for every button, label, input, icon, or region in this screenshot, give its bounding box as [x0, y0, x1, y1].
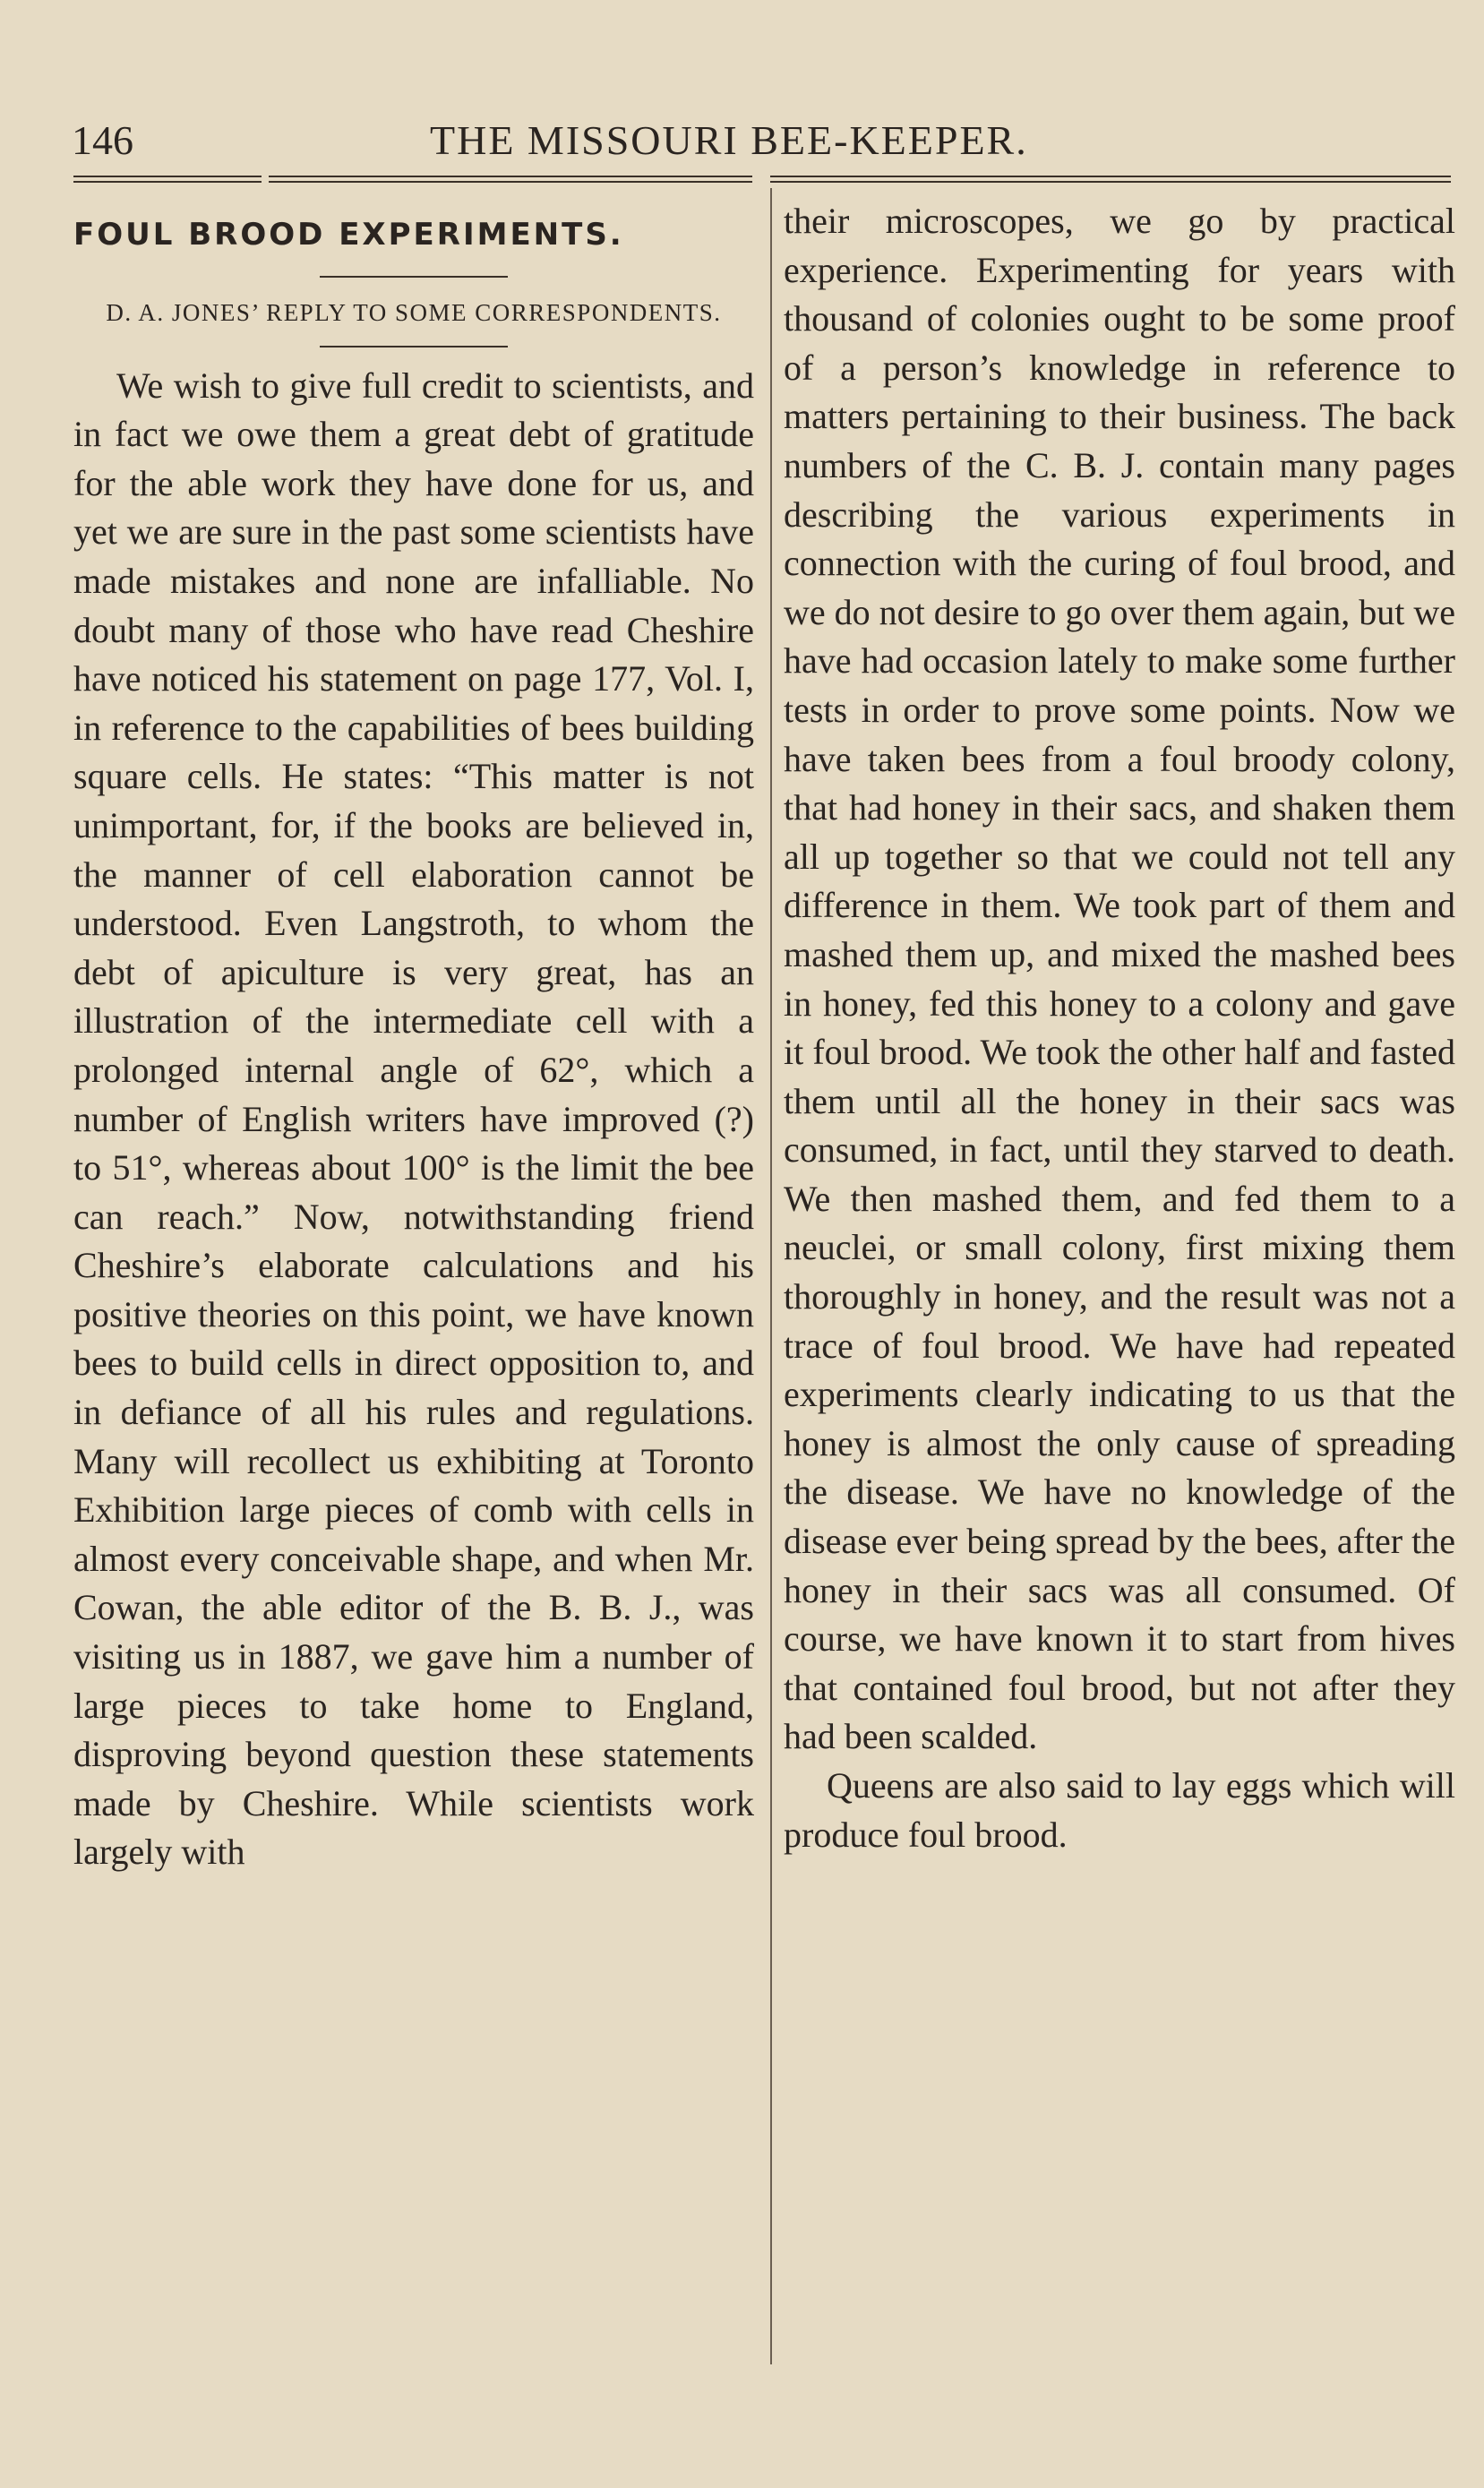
page-header [72, 116, 1451, 170]
running-title: THE MISSOURI BEE-KEEPER. [430, 117, 1028, 163]
article-subtitle: D. A. JONES’ REPLY TO SOME CORRESPONDENTS. [106, 298, 722, 326]
subtitle-rule [320, 346, 508, 347]
right-column [784, 197, 1455, 1859]
header-rule-center [269, 176, 752, 183]
left-column [73, 193, 754, 1877]
title-rule [320, 276, 508, 278]
article-title: FOUL BROOD EXPERIMENTS. [73, 217, 624, 253]
header-rule-right [770, 176, 1451, 183]
page-number: 146 [72, 117, 133, 163]
left-paragraph: We wish to give full credit to scientists, and in fact we owe them a great debt of gratitude for the able work they have done for us, and yet we are sure in the past some scientists have made mistakes and none are infalliable. No doubt many of those who have read Cheshire have noticed his statement on page 177, Vol. I, in reference to the capabilities of bees building square cells. He states: “This matter is not unimportant, for, if the books are believed in, the manner of cell elaboration cannot be understood. Even Langstroth, to whom the debt of apiculture is very great, has an illustration of the intermediate cell with a prolonged internal angle of 62°, which a number of English writers have improved (?) to 51°, whereas about 100° is the limit the bee can reach.” Now, notwithstanding friend Cheshire’s elaborate calculations and his positive theories on this point, we have known bees to build cells in direct opposition to, and in defiance of all his rules and regulations. Many will recollect us exhibiting at Toronto Exhibition large pieces of comb with cells in almost every conceivable shape, and when Mr. Cowan, the able editor of the B. B. J., was visiting us in 1887, we gave him a number of large pieces to take home to England, disproving beyond question these statements made by Cheshire. While scientists work largely with [73, 365, 754, 1873]
right-paragraph-1: their microscopes, we go by practical experience. Experimenting for years with thousand of colonies ought to be some proof of a person’s knowledge in reference to matters pertaining to their business. The back numbers of the C. B. J. contain many pages describing the various experiments in connection with the curing of foul brood, and we do not desire to go over them again, but we have had occasion lately to make some further tests in order to prove some points. Now we have taken bees from a foul broody colony, that had honey in their sacs, and shaken them all up together so that we could not tell any difference in them. We took part of them and mashed them up, and mixed the mashed bees in honey, fed this honey to a colony and gave it foul brood. We took the other half and fasted them until all the honey in their sacs was consumed, in fact, until they starved to death. We then mashed them, and fed them to a neuclei, or small colony, first mixing them thoroughly in honey, and the result was not a trace of foul brood. We have had repeated experiments clearly indicating to us that the honey is almost the only cause of spreading the disease. We have no knowledge of the disease ever being spread by the bees, after the honey in their sacs was all consumed. Of course, we have known it to start from hives that contained foul brood, but not after they had been scalded. [784, 201, 1455, 1757]
right-paragraph-2: Queens are also said to lay eggs which will produce foul brood. [784, 1765, 1455, 1855]
header-rule-left [73, 176, 262, 183]
column-divider [770, 188, 772, 2364]
